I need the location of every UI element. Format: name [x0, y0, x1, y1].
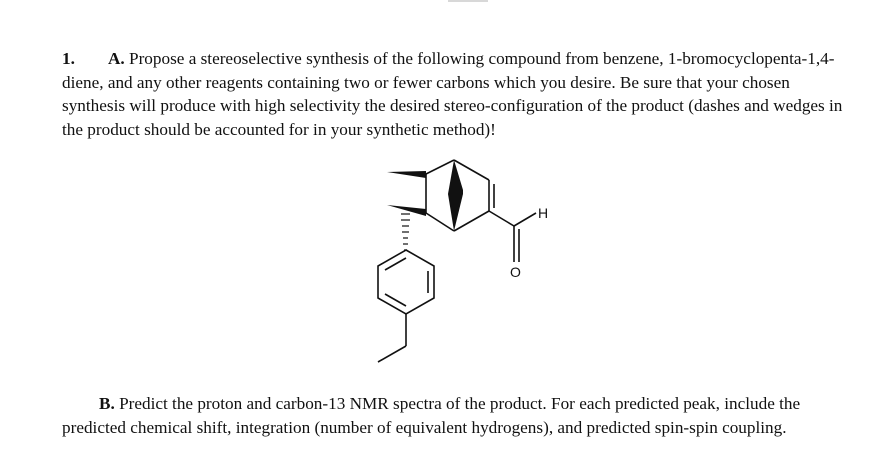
- question-number: 1.: [62, 49, 75, 68]
- benzene-ring: [378, 250, 434, 314]
- bridge-wedge: [448, 160, 463, 231]
- aldehyde-o-label: O: [510, 264, 521, 280]
- part-a-text: Propose a stereoselective synthesis of the following compound from benzene, 1-bromocyclopenta-1,4-diene, and any other reagents containing two or fewer carbons which you desire. Be sure that your chosen synthesis will produce with high selectivity the desired stereo-configuration of the product (dashes and wedges in the product should be accounted for in your synthetic method)!: [62, 49, 843, 139]
- product-structure: [330, 152, 590, 377]
- hashed-bond: [401, 214, 410, 250]
- question-part-b: [62, 392, 852, 439]
- part-b-label: B.: [99, 394, 115, 413]
- top-edge-mark: [448, 0, 488, 2]
- question-part-a: [62, 47, 852, 141]
- aldehyde-group: [489, 211, 536, 262]
- part-a-label: A.: [108, 49, 125, 68]
- methyl-wedge-top: [387, 171, 426, 178]
- aldehyde-h-label: H: [538, 205, 549, 221]
- ethyl-group: [378, 314, 406, 362]
- part-b-text: Predict the proton and carbon-13 NMR spectra of the product. For each predicted peak, include the predicted chemical shift, integration (number of equivalent hydrogens), and predicted spin-spin coupling.: [62, 394, 801, 437]
